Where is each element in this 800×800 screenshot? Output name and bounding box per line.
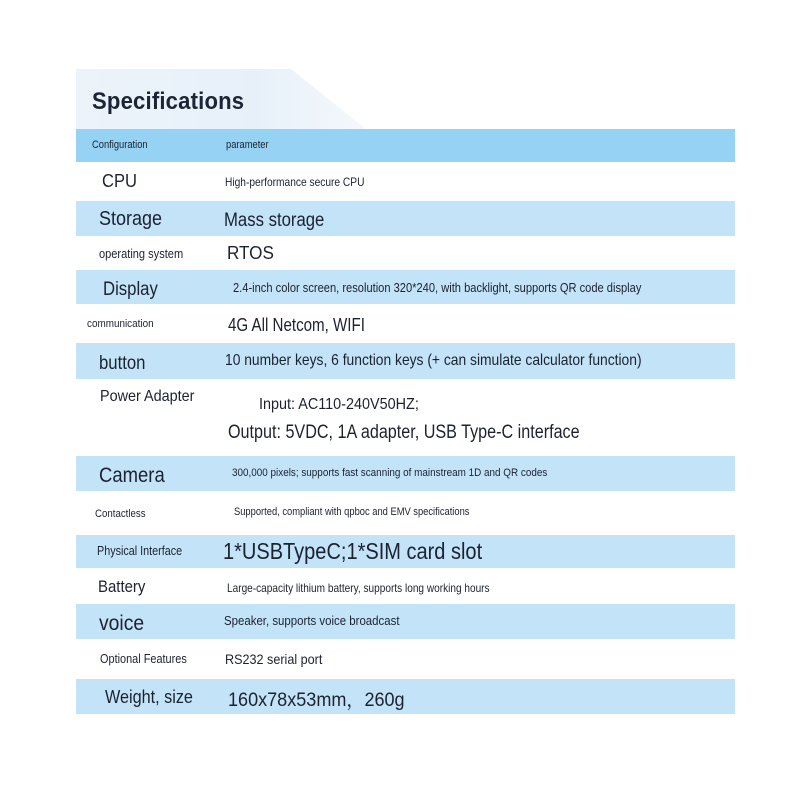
table-header [76, 129, 735, 162]
spec-label-battery: Battery [98, 577, 146, 596]
spec-value-communication: 4G All Netcom, WIFI [228, 315, 365, 335]
spec-value-optional-features: RS232 serial port [225, 651, 323, 667]
spec-label-button: button [99, 353, 146, 374]
spec-value-power-adapter-output: Output: 5VDC, 1A adapter, USB Type-C interface [228, 422, 580, 443]
spec-row-communication [76, 305, 735, 342]
spec-value-os: RTOS [227, 243, 274, 263]
spec-label-communication: communication [87, 318, 154, 330]
spec-label-power-adapter: Power Adapter [100, 388, 195, 405]
spec-row-voice [76, 604, 735, 639]
spec-label-display: Display [103, 279, 158, 300]
spec-row-battery [76, 569, 735, 603]
spec-row-os [76, 237, 735, 269]
spec-label-weight-size: Weight, size [105, 687, 193, 707]
page-title: Specifications [92, 88, 245, 115]
header-config-label: Configuration [92, 139, 148, 151]
spec-row-weight-size [76, 679, 735, 714]
spec-label-optional-features: Optional Features [100, 651, 187, 666]
spec-row-storage [76, 201, 735, 236]
spec-label-storage: Storage [99, 208, 163, 230]
spec-value-cpu: High-performance secure CPU [225, 175, 365, 189]
spec-value-voice: Speaker, supports voice broadcast [224, 613, 400, 628]
spec-value-physical-interface: 1*USBTypeC;1*SIM card slot [223, 538, 483, 564]
spec-label-camera: Camera [99, 464, 165, 487]
spec-row-camera [76, 456, 735, 491]
spec-value-weight-size: 160x78x53mm，260g [228, 690, 405, 711]
spec-label-cpu: CPU [102, 171, 137, 191]
spec-value-power-adapter-input: Input: AC110-240V50HZ; [259, 396, 419, 413]
spec-label-os: operating system [99, 246, 184, 261]
spec-value-contactless: Supported, compliant with qpboc and EMV specifications [234, 506, 470, 518]
spec-value-storage: Mass storage [224, 210, 325, 231]
spec-row-button [76, 343, 735, 379]
spec-row-physical-interface [76, 535, 735, 568]
spec-label-voice: voice [99, 612, 145, 635]
spec-row-display [76, 270, 735, 304]
spec-value-battery: Large-capacity lithium battery, supports long working hours [227, 581, 490, 595]
spec-value-display: 2.4-inch color screen, resolution 320*240, with backlight, supports QR code display [233, 280, 642, 295]
spec-row-power-adapter [76, 380, 735, 455]
spec-value-button: 10 number keys, 6 function keys (+ can simulate calculator function) [225, 352, 642, 369]
header-param-label: parameter [226, 139, 269, 151]
spec-row-optional-features [76, 640, 735, 678]
spec-row-contactless [76, 492, 735, 534]
spec-label-contactless: Contactless [95, 508, 146, 520]
spec-value-camera: 300,000 pixels; supports fast scanning of mainstream 1D and QR codes [232, 467, 548, 479]
spec-row-cpu [76, 163, 735, 200]
spec-label-physical-interface: Physical Interface [97, 543, 183, 558]
